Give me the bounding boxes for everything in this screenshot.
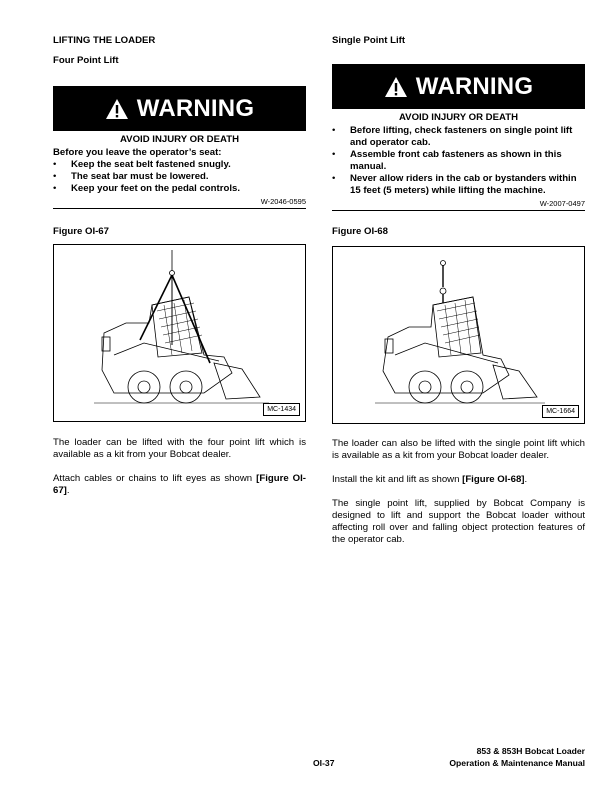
warning-code: W-2046-0595 xyxy=(260,197,306,206)
figure-single-point-lift xyxy=(332,246,585,424)
avoid-injury-heading: AVOID INJURY OR DEATH xyxy=(119,134,240,145)
figure-reference: [Figure OI-67] xyxy=(53,473,306,496)
warning-bullet: • Never allow riders in the cab or bystanders within 15 feet (5 meters) while lifting the machine. xyxy=(332,173,577,196)
paragraph: The loader can also be lifted with the single point lift which is available as a kit from your Bobcat loader dealer. xyxy=(332,438,585,461)
warning-bullet: • Keep your feet on the pedal controls. xyxy=(53,183,240,194)
warning-text xyxy=(53,134,306,208)
paragraph: Attach cables or chains to lift eyes as shown [Figure OI-67]. xyxy=(53,473,306,496)
four-point-lift-title: Four Point Lift xyxy=(53,55,119,66)
warning-word: WARNING xyxy=(415,72,534,100)
manual-title: 853 & 853H Bobcat Loader Operation & Maintenance Manual xyxy=(449,746,585,768)
warning-triangle-icon xyxy=(384,76,408,98)
divider xyxy=(53,208,306,209)
warning-code: W-2007-0497 xyxy=(539,199,585,208)
warning-word: WARNING xyxy=(136,94,255,122)
figure-title: Figure OI-68 xyxy=(332,226,388,237)
figure-four-point-lift xyxy=(53,244,306,422)
figure-code-label: MC-1664 xyxy=(542,405,579,418)
warning-bullet: • Keep the seat belt fastened snugly. xyxy=(53,159,231,170)
paragraph: Install the kit and lift as shown [Figure OI-68]. xyxy=(332,474,528,485)
figure-reference: [Figure OI-68] xyxy=(462,474,525,485)
section-title: LIFTING THE LOADER xyxy=(53,35,156,46)
paragraph: The single point lift, supplied by Bobcat Company is designed to lift and support the Bobcat loader without affecting roll over and falling object protection features of the operator cab. xyxy=(332,498,585,545)
avoid-injury-heading: AVOID INJURY OR DEATH xyxy=(398,112,519,123)
warning-bullet: • Before lifting, check fasteners on single point lift and operator cab. xyxy=(332,125,573,148)
warning-triangle-icon xyxy=(105,98,129,120)
page-number: OI-37 xyxy=(313,758,335,768)
loader-single-point-illustration xyxy=(333,247,584,423)
warning-bullet: • Assemble front cab fasteners as shown in this manual. xyxy=(332,149,562,172)
warning-intro: Before you leave the operator’s seat: xyxy=(53,147,222,158)
figure-title: Figure OI-67 xyxy=(53,226,109,237)
loader-four-point-illustration xyxy=(54,245,305,421)
figure-code-label: MC-1434 xyxy=(263,403,300,416)
warning-text xyxy=(332,112,585,210)
divider xyxy=(332,210,585,211)
paragraph: The loader can be lifted with the four point lift which is available as a kit from your Bobcat dealer. xyxy=(53,437,306,460)
warning-banner xyxy=(53,86,306,131)
single-point-lift-title: Single Point Lift xyxy=(332,35,406,46)
warning-bullet: • The seat bar must be lowered. xyxy=(53,171,209,182)
warning-banner xyxy=(332,64,585,109)
